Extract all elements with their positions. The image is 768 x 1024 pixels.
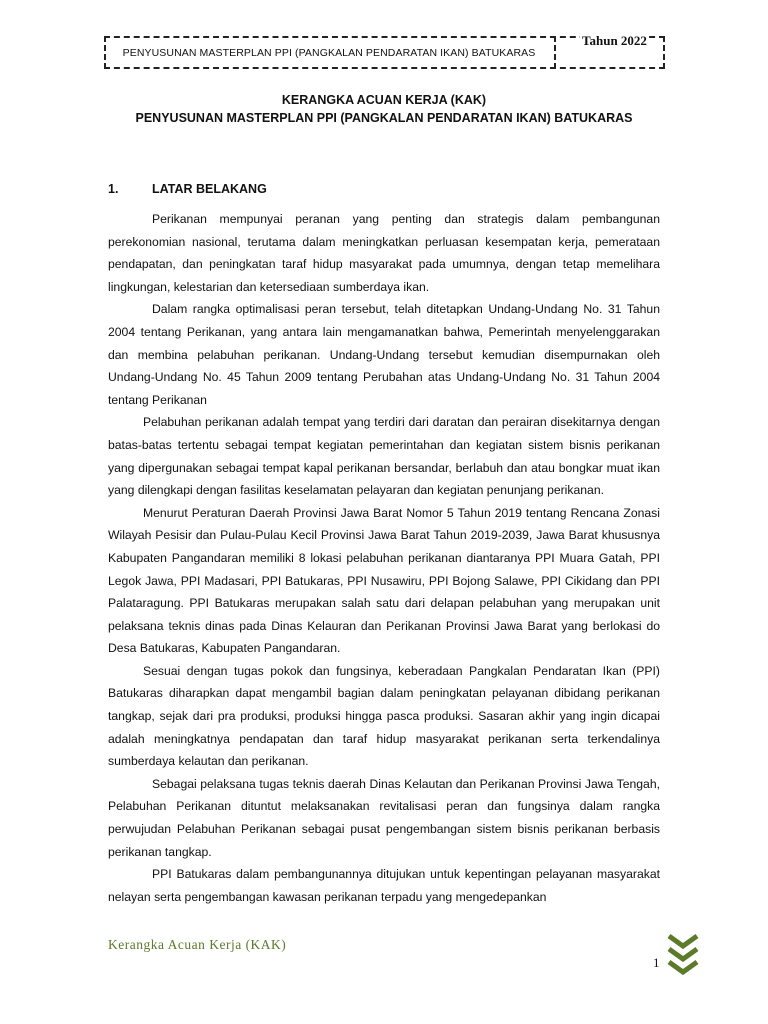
paragraph: PPI Batukaras dalam pembangunannya ditujukan untuk kepentingan pelayanan masyarakat nelayan serta pengembangan kawasan perikanan terpadu yang mengedepankan <box>108 867 660 904</box>
header-title: PENYUSUNAN MASTERPLAN PPI (PANGKALAN PENDARATAN IKAN) BATUKARAS <box>122 46 536 59</box>
header-year: Tahun 2022 <box>582 33 647 48</box>
document-title: KERANGKA ACUAN KERJA (KAK) <box>281 93 487 107</box>
body-text <box>108 208 660 908</box>
paragraph: Menurut Peraturan Daerah Provinsi Jawa Barat Nomor 5 Tahun 2019 tentang Rencana Zonasi Wilayah Pesisir dan Pulau-Pulau Kecil Provinsi Jawa Barat Tahun 2019-2039, Jawa Barat khususnya Kabupaten Pangandaran memiliki 8 lokasi pelabuhan perikanan diantaranya PPI Muara Gatah, PPI Legok Jawa, PPI Madasari, PPI Batukaras, PPI Nusawiru, PPI Bojong Salawe, PPI Cikidang dan PPI Palataragung. PPI Batukaras merupakan salah satu dari delapan pelabuhan yang merupakan unit pelaksana teknis dinas pada Dinas Kelauran dan Perikanan Provinsi Jawa Barat yang berlokasi do Desa Batukaras, Kabupaten Pangandaran. <box>108 505 660 656</box>
header-divider <box>554 36 556 69</box>
section-title: LATAR BELAKANG <box>152 182 267 196</box>
paragraph: Pelabuhan perikanan adalah tempat yang terdiri dari daratan dan perairan disekitarnya dengan batas-batas tertentu sebagai tempat kegiatan pemerintahan dan kegiatan sistem bisnis perikanan yang dipergunakan sebagai tempat kapal perikanan bersandar, berlabuh dan atau bongkar muat ikan yang dilengkapi dengan fasilitas keselamatan pelayaran dan kegiatan penunjang perikanan. <box>108 415 660 498</box>
footer-text: Kerangka Acuan Kerja (KAK) <box>108 937 287 952</box>
chevron-down-icon <box>664 932 702 978</box>
paragraph: Perikanan mempunyai peranan yang penting dan strategis dalam pembangunan perekonomian nasional, terutama dalam meningkatkan perluasan kesempatan kerja, pemerataan pendapatan, dan peningkatan taraf hidup masyarakat pada umumnya, dengan tetap memelihara lingkungan, kelestarian dan ketersediaan sumberdaya ikan. <box>108 212 660 294</box>
document-subtitle: PENYUSUNAN MASTERPLAN PPI (PANGKALAN PENDARATAN IKAN) BATUKARAS <box>135 111 633 125</box>
section-number: 1. <box>108 182 119 196</box>
paragraph: Sesuai dengan tugas pokok dan fungsinya, keberadaan Pangkalan Pendaratan Ikan (PPI) Batukaras diharapkan dapat mengambil bagian dalam peningkatan pelayanan dibidang perikanan tangkap, sejak dari pra produksi, produksi hingga pasca produksi. Sasaran akhir yang ingin dicapai adalah meningkatnya pendapatan dan taraf hidup masyarakat perikanan serta terkendalinya sumberdaya kelautan dan perikanan. <box>108 663 660 769</box>
paragraph: Sebagai pelaksana tugas teknis daerah Dinas Kelautan dan Perikanan Provinsi Jawa Tengah, Pelabuhan Perikanan dituntut melaksanakan revitalisasi peran dan fungsinya dalam rangka perwujudan Pelabuhan Perikanan sebagai pusat pengembangan sistem bisnis perikanan berbasis perikanan tangkap. <box>108 776 660 859</box>
paragraph: Dalam rangka optimalisasi peran tersebut, telah ditetapkan Undang-Undang No. 31 Tahun 2004 tentang Perikanan, yang antara lain mengamanatkan bahwa, Pemerintah menyelenggarakan dan membina pelabuhan perikanan. Undang-Undang tersebut kemudian disempurnakan oleh Undang-Undang No. 45 Tahun 2009 tentang Perubahan atas Undang-Undang No. 31 Tahun 2004 tentang Perikanan <box>108 302 660 407</box>
page-number: 1 <box>653 955 660 970</box>
